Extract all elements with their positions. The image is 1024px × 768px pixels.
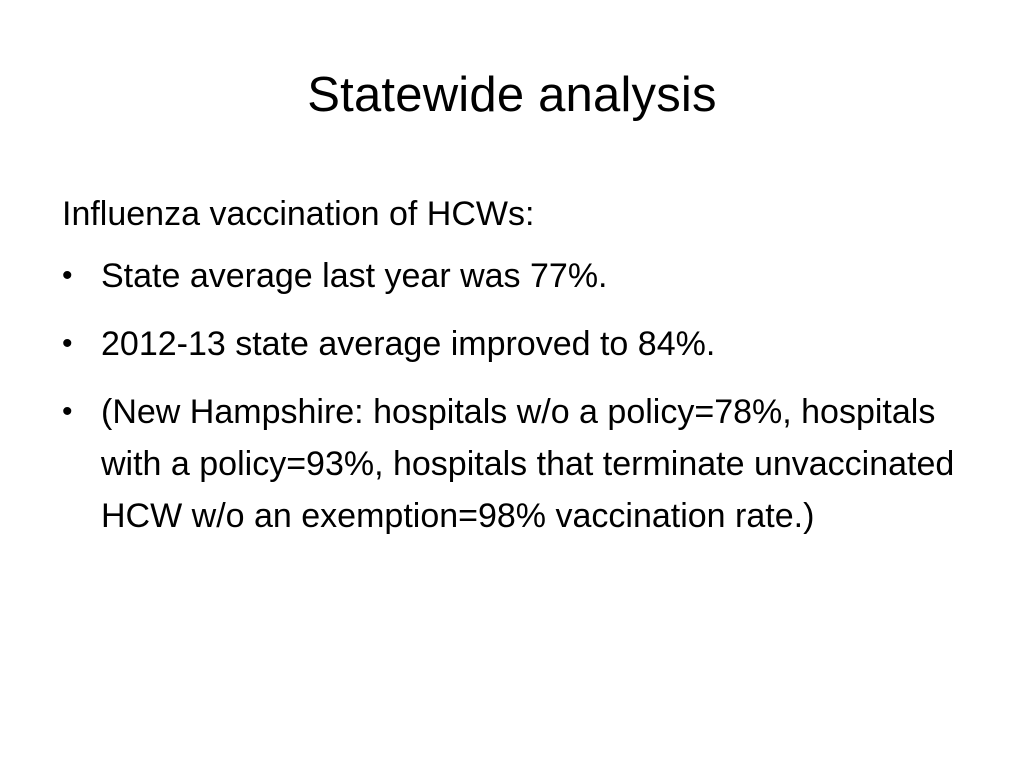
bullet-item (62, 250, 962, 302)
bullet-text: State average last year was 77%. (101, 257, 608, 295)
bullet-text: (New Hampshire: hospitals w/o a policy=78%, hospitals with a policy=93%, hospitals that terminate unvaccinated HCW w/o an exemption=98% vaccination rate.) (101, 393, 955, 535)
bullet-list (62, 250, 962, 542)
slide-body (62, 188, 962, 558)
bullet-dot-icon: • (62, 327, 73, 360)
bullet-dot-icon: • (62, 259, 73, 292)
slide-title: Statewide analysis (307, 68, 717, 122)
bullet-dot-icon: • (62, 395, 73, 428)
lead-text: Influenza vaccination of HCWs: (62, 195, 535, 233)
bullet-item (62, 318, 962, 370)
bullet-text: 2012-13 state average improved to 84%. (101, 325, 716, 363)
bullet-item (62, 386, 962, 542)
